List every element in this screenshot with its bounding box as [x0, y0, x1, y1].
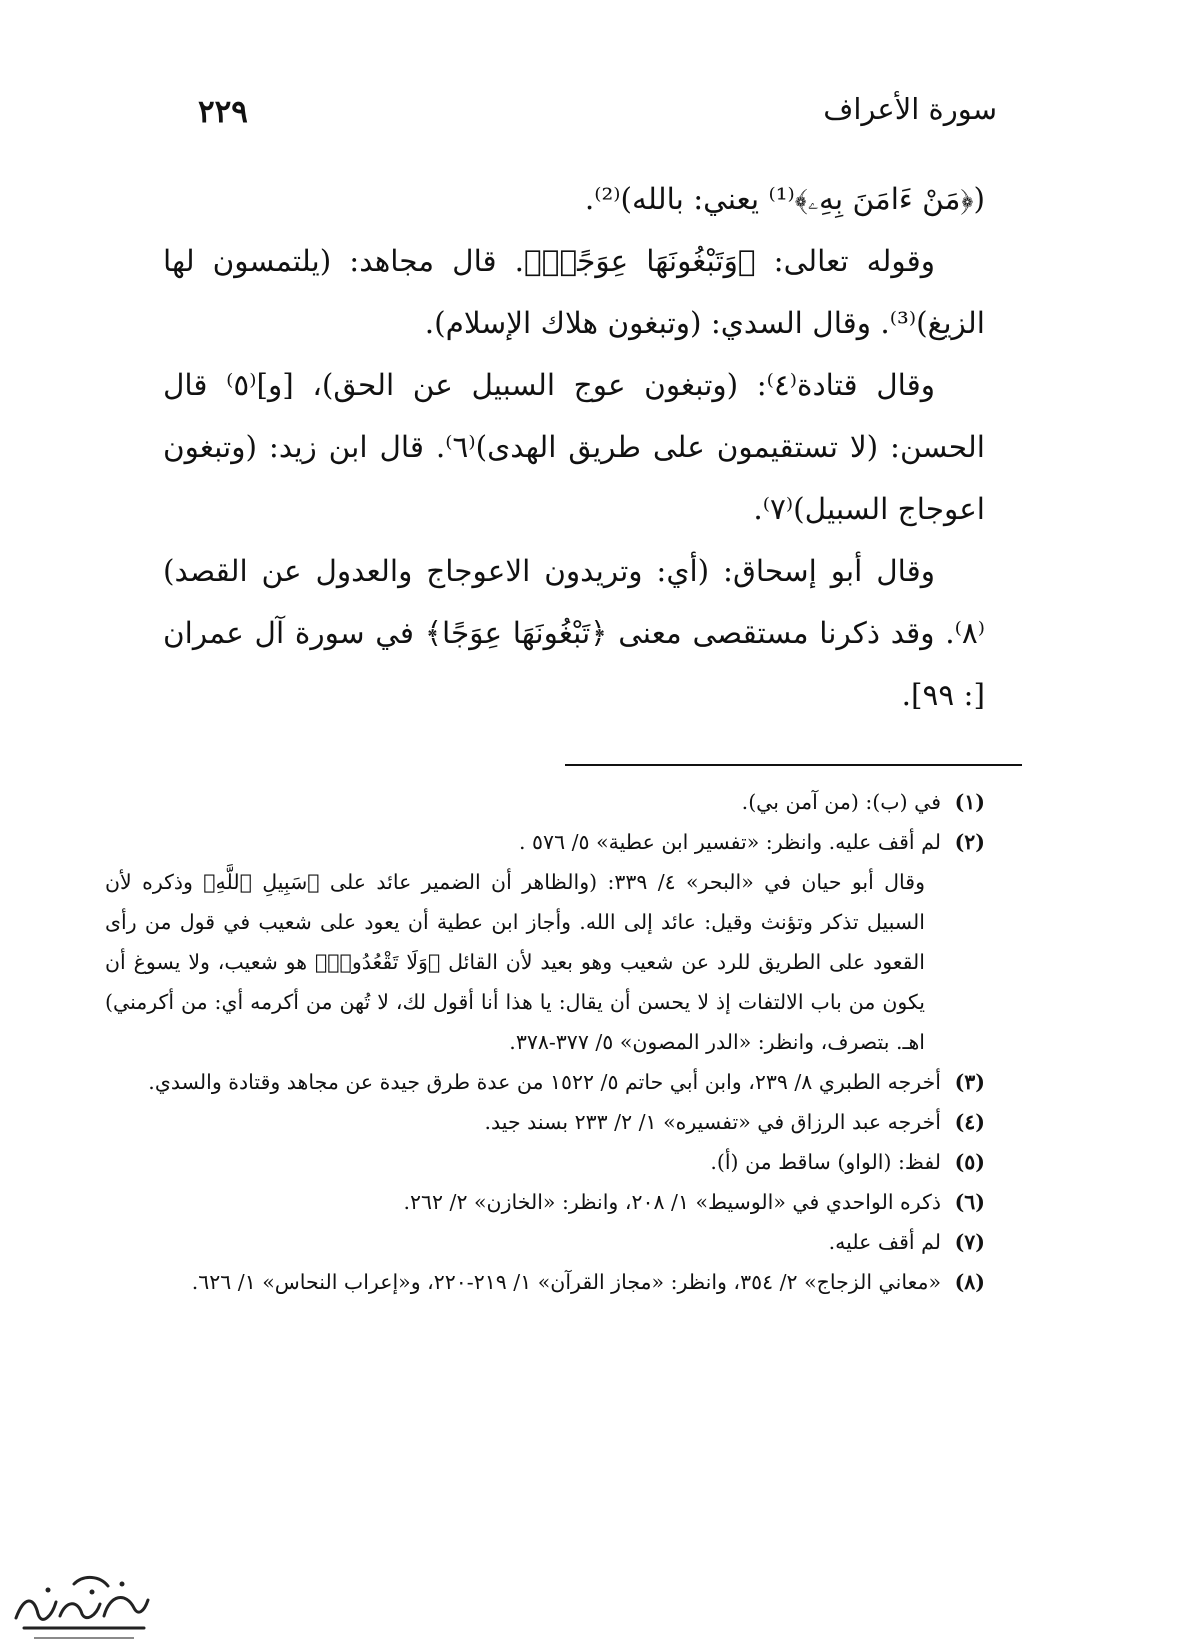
footnote-separator — [565, 764, 1022, 766]
footnote-4 — [105, 1102, 985, 1142]
surah-title: سورة الأعراف — [823, 92, 997, 126]
footnote-text: أخرجه عبد الرزاق في «تفسيره» ١/ ٢/ ٢٣٣ بسند جيد. — [484, 1110, 941, 1134]
footnotes — [105, 782, 985, 1302]
footnote-number: (٥) — [954, 1150, 985, 1174]
footnote-text: في (ب): (من آمن بي). — [741, 790, 941, 814]
footnote-number: (١) — [954, 790, 985, 814]
footnote-text: ذكره الواحدي في «الوسيط» ١/ ٢٠٨، وانظر: «الخازن» ٢/ ٢٦٢. — [403, 1190, 941, 1214]
paragraph-1: (﴿مَنْ ءَامَنَ بِهِۦ﴾⁽¹⁾ يعني: بالله)⁽²⁾. — [584, 182, 985, 216]
main-text — [163, 168, 985, 726]
footnote-7 — [105, 1222, 985, 1262]
footnote-5 — [105, 1142, 985, 1182]
footnote-number: (٦) — [954, 1190, 985, 1214]
footnote-text: لم أقف عليه. وانظر: «تفسير ابن عطية» ٥/ ٥٧٦ . — [519, 830, 941, 854]
page-number: ٢٢٩ — [198, 94, 248, 130]
footnote-number: (٢) — [954, 830, 985, 854]
footnote-2-continuation — [105, 862, 985, 1062]
footnote-number: (٧) — [954, 1230, 985, 1254]
footnote-text: لم أقف عليه. — [828, 1230, 941, 1254]
footnote-3 — [105, 1062, 985, 1102]
footnote-text: أخرجه الطبري ٨/ ٢٣٩، وابن أبي حاتم ٥/ ١٥٢٢ من عدة طرق جيدة عن مجاهد وقتادة والسدي. — [148, 1070, 941, 1094]
paragraph-4: وقال أبو إسحاق: (أي: وتريدون الاعوجاج والعدول عن القصد)⁽٨⁾. وقد ذكرنا مستقصى معنى ﴿تَبْغُونَهَا عِوَجًا﴾ في سورة آل عمران [: ٩٩]. — [163, 554, 985, 712]
footnote-6 — [105, 1182, 985, 1222]
footnote-1 — [105, 782, 985, 822]
footnote-text: «معاني الزجاج» ٢/ ٣٥٤، وانظر: «مجاز القرآن» ١/ ٢١٩-٢٢٠، و«إعراب النحاس» ١/ ٦٢٦. — [191, 1270, 941, 1294]
publisher-logo — [4, 1556, 154, 1646]
footnote-2 — [105, 822, 985, 862]
footnote-number: (٣) — [954, 1070, 985, 1094]
paragraph-3: وقال قتادة⁽٤⁾: (وتبغون عوج السبيل عن الحق)، [و]⁽٥⁾ قال الحسن: (لا تستقيمون على طريق الهدى)⁽٦⁾. قال ابن زيد: (وتبغون اعوجاج السبيل)⁽٧⁾. — [163, 368, 985, 526]
footnote-8 — [105, 1262, 985, 1302]
footnote-text: لفظ: (الواو) ساقط من (أ). — [710, 1150, 941, 1174]
paragraph-2: وقوله تعالى: ﴿وَتَبْغُونَهَا عِوَجًاۚ﴾. قال مجاهد: (يلتمسون لها الزيغ)⁽³⁾. وقال السدي: (وتبغون هلاك الإسلام). — [163, 244, 985, 340]
footnote-number: (٤) — [954, 1110, 985, 1134]
footnote-text: وقال أبو حيان في «البحر» ٤/ ٣٣٩: (والظاهر أن الضمير عائد على ﴿سَبِيلِ ٱللَّهِ﴾ وذكره لأن السبيل تذكر وتؤنث وقيل: عائد إلى الله. وأجاز ابن عطية أن يعود على شعيب في قول من رأى القعود على الطريق للرد عن شعيب وهو بعيد لأن القائل ﴿وَلَا تَقْعُدُوا۟﴾ هو شعيب، ولا يسوغ أن يكون من باب الالتفات إذ لا يحسن أن يقال: يا هذا أنا أقول لك، لا تُهن من أكرمه أي: من أكرمني) اهـ. بتصرف، وانظر: «الدر المصون» ٥/ ٣٧٧-٣٧٨. — [105, 870, 925, 1054]
footnote-number: (٨) — [954, 1270, 985, 1294]
